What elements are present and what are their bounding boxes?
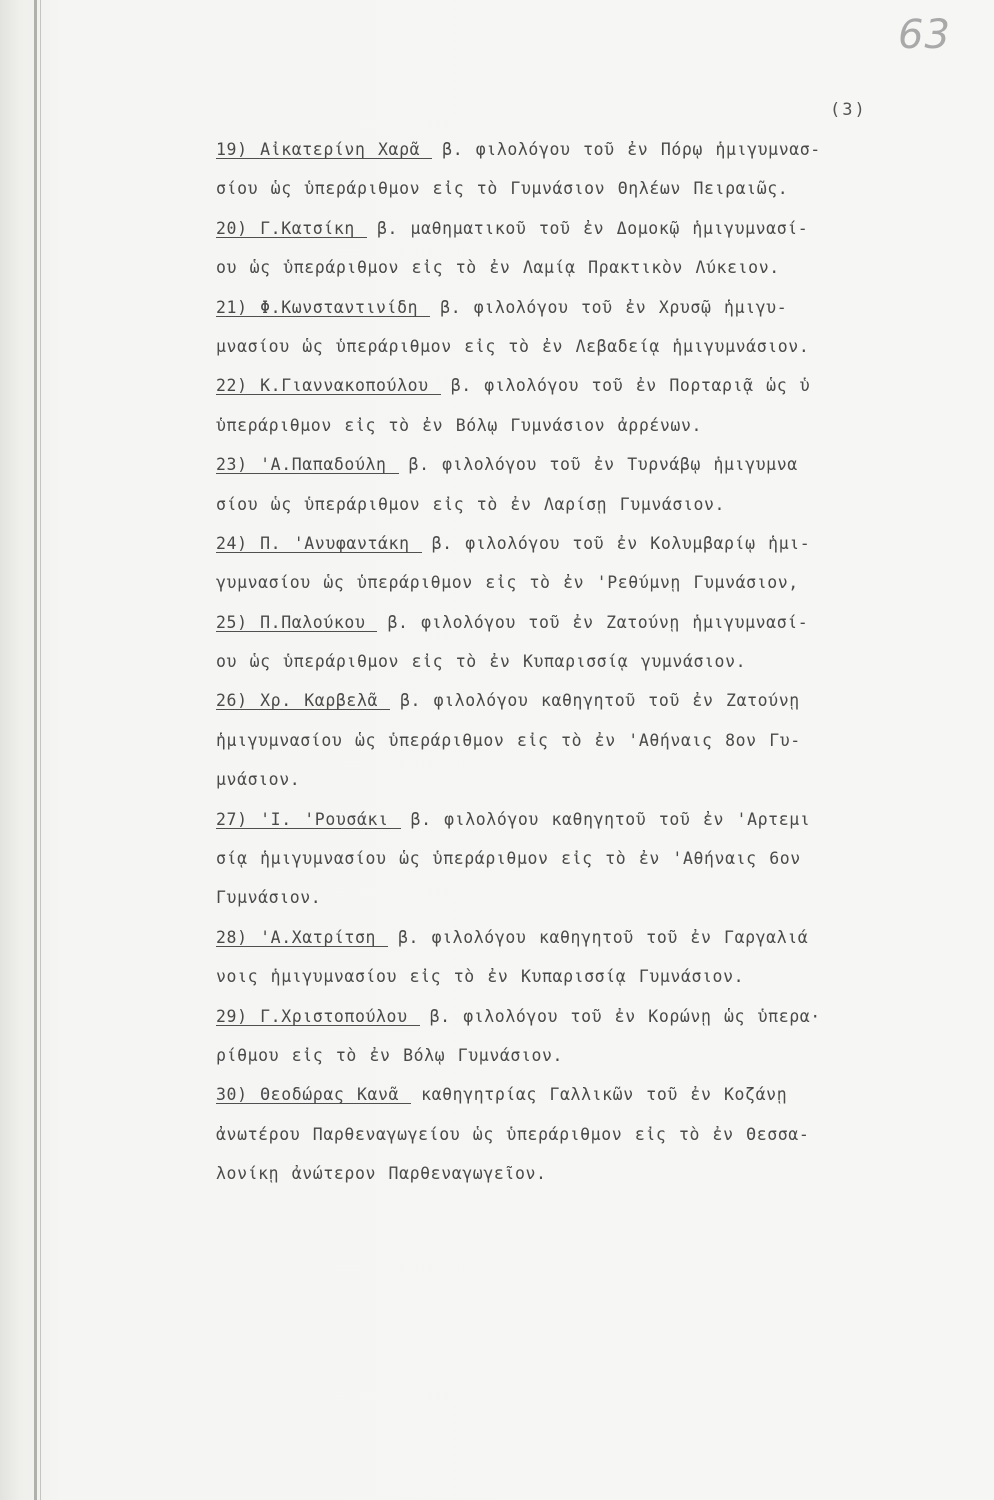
- entry-text: β. φιλολόγου καθηγητοῦ τοῦ ἐν Ζατούνῃ: [400, 691, 800, 711]
- entry-name: 24) Π. 'Ανυφαντάκη: [216, 535, 422, 553]
- entry-first-line: [216, 800, 976, 839]
- entry-continuation-line: Γυμνάσιον.: [216, 888, 322, 908]
- entry-first-line: [216, 603, 976, 642]
- entry-first-line: [216, 997, 976, 1036]
- entry-text: β. φιλολόγου τοῦ ἐν Κολυμβαρίῳ ἡμι-: [431, 533, 811, 553]
- entry-23: [216, 445, 976, 524]
- entry-continuation-line: ου ὡς ὑπεράριθμον εἰς τὸ ἐν Λαμίᾳ Πρακτικὸν Λύκειον.: [216, 258, 780, 278]
- entry-text: β. φιλολόγου τοῦ ἐν Πόρῳ ἡμιγυμνασ-: [442, 140, 821, 159]
- entry-first-line: [216, 366, 976, 405]
- handwritten-folio-number: 63: [898, 12, 951, 58]
- entry-continuation-line: μνάσιον.: [216, 770, 301, 790]
- entry-continuation-line: νοις ἡμιγυμνασίου εἰς τὸ ἐν Κυπαρισσίᾳ Γυμνάσιον.: [216, 967, 745, 987]
- entry-first-line: [216, 288, 976, 327]
- entry-name: 28) 'Α.Χατρίτση: [216, 929, 388, 947]
- entry-name: 19) Αἰκατερίνη Χαρᾶ: [216, 141, 432, 159]
- entry-name: 23) 'Α.Παπαδούλη: [216, 456, 399, 474]
- entry-continuation-line: σίᾳ ἡμιγυμνασίου ὡς ὑπεράριθμον εἰς τὸ ἐν 'Αθήναις 6ον: [216, 849, 801, 869]
- entry-name: 26) Χρ. Καρβελᾶ: [216, 692, 390, 710]
- entry-text: β. φιλολόγου καθηγητοῦ τοῦ ἐν 'Αρτεμι: [410, 809, 811, 829]
- entry-name: 27) 'Ι. 'Ρουσάκι: [216, 811, 401, 829]
- entry-continuation-line: ὑπεράριθμον εἰς τὸ ἐν Βόλῳ Γυμνάσιον ἀρρένων.: [216, 415, 703, 435]
- entry-first-line: [216, 1075, 976, 1114]
- entry-continuation-line: σίου ὡς ὑπεράριθμον εἰς τὸ Γυμνάσιον Θηλέων Πειραιῶς.: [216, 179, 789, 199]
- entry-22: [216, 366, 976, 445]
- entry-continuation-line: ἀνωτέρου Παρθεναγωγείου ὡς ὑπεράριθμον εἰς τὸ ἐν Θεσσα-: [216, 1124, 810, 1144]
- entry-28: [216, 918, 976, 997]
- entry-text: β. φιλολόγου τοῦ ἐν Τυρνάβῳ ἡμιγυμνα: [408, 455, 798, 475]
- entry-text: καθηγητρίας Γαλλικῶν τοῦ ἐν Κοζάνῃ: [421, 1085, 788, 1105]
- entry-20: [216, 209, 976, 288]
- entry-first-line: [216, 209, 976, 248]
- entry-text: β. φιλολόγου τοῦ ἐν Πορταριᾷ ὡς ὑ: [450, 376, 811, 396]
- entry-text: β. φιλολόγου τοῦ ἐν Ζατούνῃ ἡμιγυμνασί-: [387, 612, 809, 632]
- entry-name: 29) Γ.Χριστοπούλου: [216, 1008, 420, 1026]
- entry-name: 22) Κ.Γιαννακοπούλου: [216, 377, 441, 395]
- entry-first-line: [216, 524, 976, 563]
- document-body: [216, 130, 976, 1194]
- entry-name: 25) Π.Παλούκου: [216, 614, 377, 632]
- entry-continuation-line: μνασίου ὡς ὑπεράριθμον εἰς τὸ ἐν Λεβαδείᾳ ἡμιγυμνάσιον.: [216, 336, 810, 356]
- entry-continuation-line: ου ὡς ὑπεράριθμον εἰς τὸ ἐν Κυπαρισσίᾳ γυμνάσιον.: [216, 652, 747, 672]
- entry-text: β. φιλολόγου τοῦ ἐν Κορώνῃ ὡς ὑπερα·: [429, 1006, 821, 1026]
- entry-continuation-line: γυμνασίου ὡς ὑπεράριθμον εἰς τὸ ἐν 'Ρεθύμνῃ Γυμνάσιον,: [216, 573, 799, 593]
- entry-name: 21) Φ.Κωνσταντινίδη: [216, 299, 430, 317]
- entry-continuation-line: σίου ὡς ὑπεράριθμον εἰς τὸ ἐν Λαρίσῃ Γυμνάσιον.: [216, 494, 726, 514]
- entry-continuation-line: ἡμιγυμνασίου ὡς ὑπεράριθμον εἰς τὸ ἐν 'Αθήναις 8ον Γυ-: [216, 730, 801, 750]
- entry-first-line: [216, 918, 976, 957]
- entry-24: [216, 524, 976, 603]
- entry-first-line: [216, 130, 976, 169]
- entry-first-line: [216, 681, 976, 720]
- entry-first-line: [216, 445, 976, 484]
- entry-21: [216, 288, 976, 367]
- entry-19: [216, 130, 976, 209]
- entry-name: 20) Γ.Κατσίκη: [216, 220, 367, 238]
- binding-edge: [34, 0, 37, 1500]
- entry-continuation-line: ρίθμου εἰς τὸ ἐν Βόλῳ Γυμνάσιον.: [216, 1045, 564, 1065]
- entry-27: [216, 800, 976, 918]
- entry-name: 30) Θεοδώρας Κανᾶ: [216, 1086, 411, 1104]
- entry-26: [216, 681, 976, 799]
- entry-text: β. φιλολόγου τοῦ ἐν Χρυσῷ ἡμιγυ-: [440, 297, 788, 317]
- entry-continuation-line: λονίκῃ ἀνώτερον Παρθεναγωγεῖον.: [216, 1164, 547, 1184]
- entry-text: β. φιλολόγου καθηγητοῦ τοῦ ἐν Γαργαλιά: [398, 927, 809, 947]
- page-number: (3): [830, 100, 867, 120]
- entry-29: [216, 997, 976, 1076]
- entry-25: [216, 603, 976, 682]
- entry-30: [216, 1075, 976, 1193]
- entry-text: β. μαθηματικοῦ τοῦ ἐν Δομοκῷ ἡμιγυμνασί-: [376, 218, 809, 238]
- binding-edge-shadow: [40, 0, 41, 1500]
